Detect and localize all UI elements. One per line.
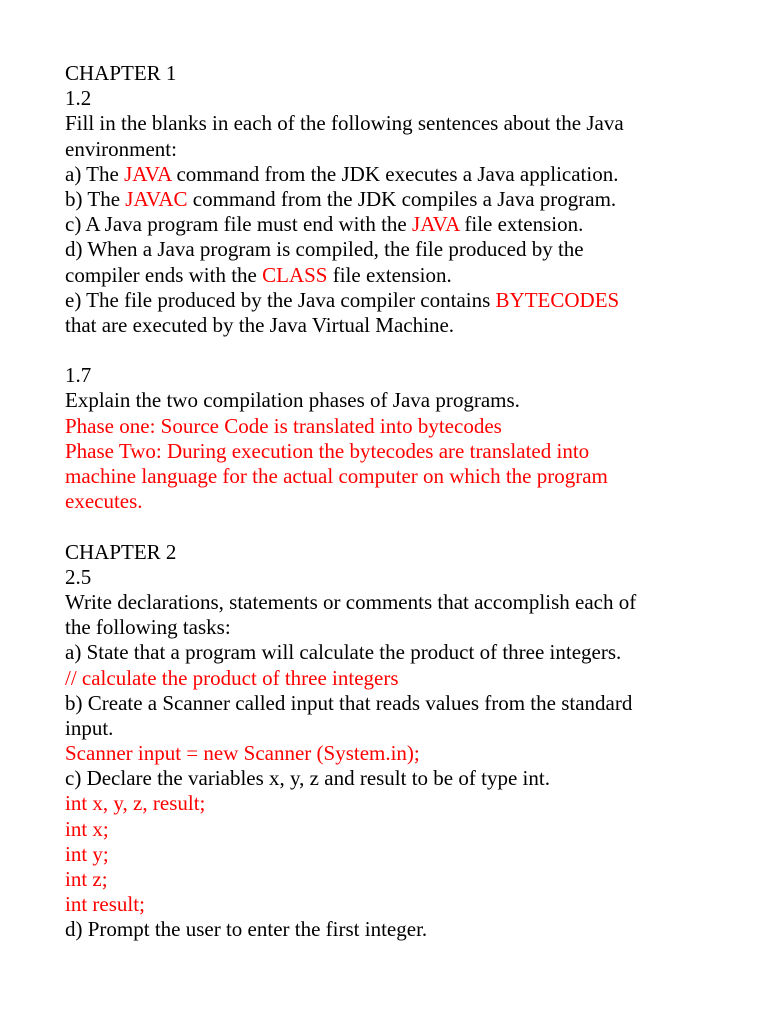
item-d: d) When a Java program is compiled, the file produced by the [65,237,584,262]
task-c-answer-line: int x, y, z, result; [65,791,206,816]
task-a: a) State that a program will calculate the product of three integers. [65,640,622,665]
item-c-text-end: file extension. [459,212,584,237]
question-1-2-number: 1.2 [65,86,92,111]
item-a [65,162,745,187]
item-b-text-end: command from the JDK compiles a Java program. [187,186,617,211]
item-b-text: b) The [65,186,126,211]
task-c-answer-line: int z; [65,867,108,891]
item-d-text-end: file extension. [327,262,452,287]
item-c-answer: JAVA [412,212,460,237]
question-2-5-number: 2.5 [65,564,92,589]
question-1-7-number: 1.7 [65,363,92,388]
task-d: d) Prompt the user to enter the first integer. [65,917,428,942]
spacer [65,338,745,363]
item-a-text-end: command from the JDK executes a Java application. [171,161,619,186]
item-b-answer: JAVAC [125,186,188,211]
item-c-text: c) A Java program file must end with the [65,212,413,237]
question-1-7-answer-line: Phase one: Source Code is translated into bytecodes [65,413,502,438]
task-c-answer-line: int y; [65,841,109,866]
item-d-text: compiler ends with the [65,262,263,287]
question-1-7-answer-line: executes. [65,489,143,514]
task-c: c) Declare the variables x, y, z and result to be of type int. [65,766,550,791]
item-e-cont: that are executed by the Java Virtual Machine. [65,312,455,337]
question-1-2-prompt-cont: environment: [65,136,177,161]
item-d-answer: CLASS [262,262,328,287]
task-b-cont: input. [65,715,114,740]
chapter-2-heading: CHAPTER 2 [65,539,177,564]
task-c-answer-line: int x; [65,816,109,841]
item-b [65,187,745,212]
task-b: b) Create a Scanner called input that reads values from the standard [65,690,633,715]
item-e [65,288,745,313]
item-d-cont [65,263,745,288]
item-a-text: a) The [65,161,125,186]
spacer [65,514,745,539]
chapter-1-heading: CHAPTER 1 [65,61,177,85]
question-1-7-prompt: Explain the two compilation phases of Java programs. [65,388,520,413]
question-2-5-prompt: Write declarations, statements or comments that accomplish each of [65,589,637,614]
document-text [65,61,745,943]
item-e-answer: BYTECODES [495,287,620,312]
item-a-answer: JAVA [124,161,172,186]
item-c [65,212,745,237]
question-1-2-prompt: Fill in the blanks in each of the following sentences about the Java [65,111,624,136]
question-1-7-answer-line: machine language for the actual computer on which the program [65,464,608,488]
question-2-5-prompt-cont: the following tasks: [65,615,231,640]
task-a-answer: // calculate the product of three integers [65,665,399,690]
item-e-text: e) The file produced by the Java compiler contains [65,287,496,312]
task-c-answer-line: int result; [65,892,145,917]
question-1-7-answer-line: Phase Two: During execution the bytecodes are translated into [65,438,590,463]
task-b-answer: Scanner input = new Scanner (System.in); [65,741,420,766]
